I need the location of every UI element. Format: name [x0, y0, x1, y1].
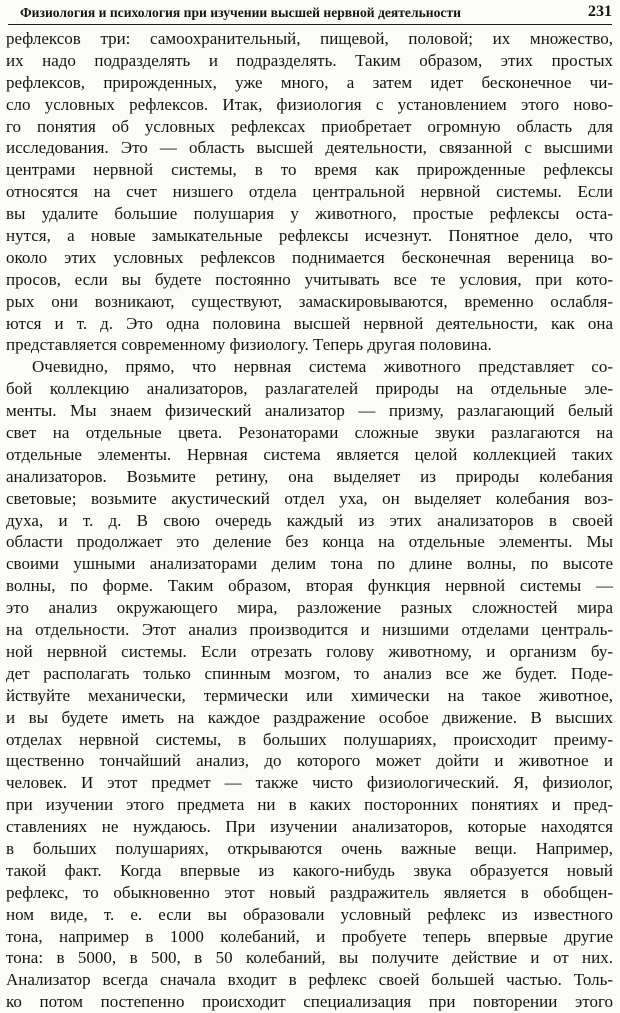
text-line: свет на отдельные цвета. Резонаторами сложные звуки разлагаются на — [6, 423, 613, 443]
text-line: ном виде, т. е. если вы образовали условный рефлекс из известного — [6, 904, 613, 924]
page-body-text — [6, 28, 613, 1013]
text-line: волны, по форме. Таким образом, вторая функция нервной системы — — [6, 576, 613, 596]
text-line: тона, например в 1000 колебаний, и пробуете теперь впервые другие — [6, 926, 613, 946]
text-line: рефлексов три: самоохранительный, пищевой, половой; их множество, — [6, 29, 613, 48]
text-line: световые; возьмите акустический отдел уха, он выделяет колебания воз- — [6, 488, 613, 508]
text-line: исследования. Это — область высшей деятельности, связанной с высшими — [6, 138, 613, 158]
text-line: бой коллекцию анализаторов, разлагателей природы на отдельные эле- — [6, 379, 613, 399]
running-title: Физиология и психология при изучении высшей нервной деятельности — [20, 5, 461, 20]
text-line: рефлексов, прирожденных, уже много, а затем идет бесконечное чи- — [6, 72, 613, 92]
text-line: менты. Мы знаем физический анализатор — призму, разлагающий белый — [6, 401, 613, 421]
text-line: человек. И этот предмет — также чисто физиологический. Я, физиолог, — [6, 773, 613, 793]
text-line: вы удалите большие полушария у животного, простые рефлексы оста- — [6, 204, 613, 224]
text-line: около этих условных рефлексов поднимается бесконечная вереница во- — [6, 247, 613, 267]
text-line: тона: в 5000, в 500, в 50 колебаний, вы получите действие и от них. — [6, 948, 613, 968]
text-line: на отдельности. Этот анализ производится и низшими отделами централь- — [6, 620, 613, 640]
text-line: анализаторов. Возьмите ретину, она выделяет из природы колебания — [6, 466, 613, 486]
text-line: ются и т. д. Это одна половина высшей нервной деятельности, как она — [6, 313, 613, 333]
text-line: щественно тончайший анализ, до которого может дойти и животное и — [6, 751, 613, 771]
text-line: отдельные элементы. Нервная система является целой коллекцией таких — [6, 444, 613, 464]
text-line: относятся на счет низшего отдела центральной нервной системы. Если — [6, 182, 613, 202]
text-line: при изучении этого предмета ни в каких посторонних понятиях и пред- — [6, 795, 613, 815]
text-line: такой факт. Когда впервые из какого-нибудь звука образуется новый — [6, 860, 613, 880]
text-line: Очевидно, прямо, что нервная система животного представляет со- — [32, 357, 613, 377]
text-line: нутся, а новые замыкательные рефлексы исчезнут. Понятное дело, что — [6, 226, 613, 246]
text-line: рефлекс, то обыкновенно этот новый раздражитель является в обобщен- — [6, 882, 613, 902]
text-line: ко потом постепенно происходит специализация при повторении этого — [6, 992, 613, 1012]
page-number: 231 — [588, 3, 612, 20]
text-line: в больших полушариях, открываются очень важные вещи. Например, — [6, 838, 613, 858]
text-line: го понятия об условных рефлексах приобретает огромную область для — [6, 116, 613, 136]
page-header — [8, 2, 612, 25]
text-line: это анализ окружающего мира, разложение разных сложностей мира — [6, 598, 613, 618]
text-line: дет располагать только спинным мозгом, то анализ все же будет. Поде- — [6, 663, 613, 683]
text-line: представляется современному физиологу. Теперь другая половина. — [6, 335, 492, 355]
text-line: просов, если вы будете постоянно учитывать все те условия, при кото- — [6, 269, 613, 289]
text-line: центрами нервной системы, в то время как прирожденные рефлексы — [6, 160, 613, 180]
text-line: отделах нервной системы, в больших полушариях, происходит преиму- — [6, 729, 613, 749]
text-line: и вы будете иметь на каждое раздражение особое движение. В высших — [6, 707, 613, 727]
text-line: ной нервной системы. Если отрезать голову животному, и организм бу- — [6, 641, 613, 661]
text-line: своими ушными анализаторами делим тона по длине волны, по высоте — [6, 554, 613, 574]
text-line: ставлениях не нуждаюсь. При изучении анализаторов, которые находятся — [6, 817, 613, 837]
text-line: духа, и т. д. В свою очередь каждый из этих анализаторов в своей — [6, 510, 613, 530]
text-line: их надо подразделять и подразделять. Таким образом, этих простых — [6, 50, 613, 70]
text-line: области продолжает это деление без конца на отдельные элементы. Мы — [6, 532, 613, 552]
text-line: рых они возникают, существуют, замаскировываются, временно ослабля- — [6, 291, 613, 311]
text-line: йствуйте механически, термически или химически на такое животное, — [6, 685, 613, 705]
text-line: Анализатор всегда сначала входит в рефлекс своей большей частью. Толь- — [6, 970, 613, 990]
text-line: сло условных рефлексов. Итак, физиология с установлением этого ново- — [6, 94, 613, 114]
